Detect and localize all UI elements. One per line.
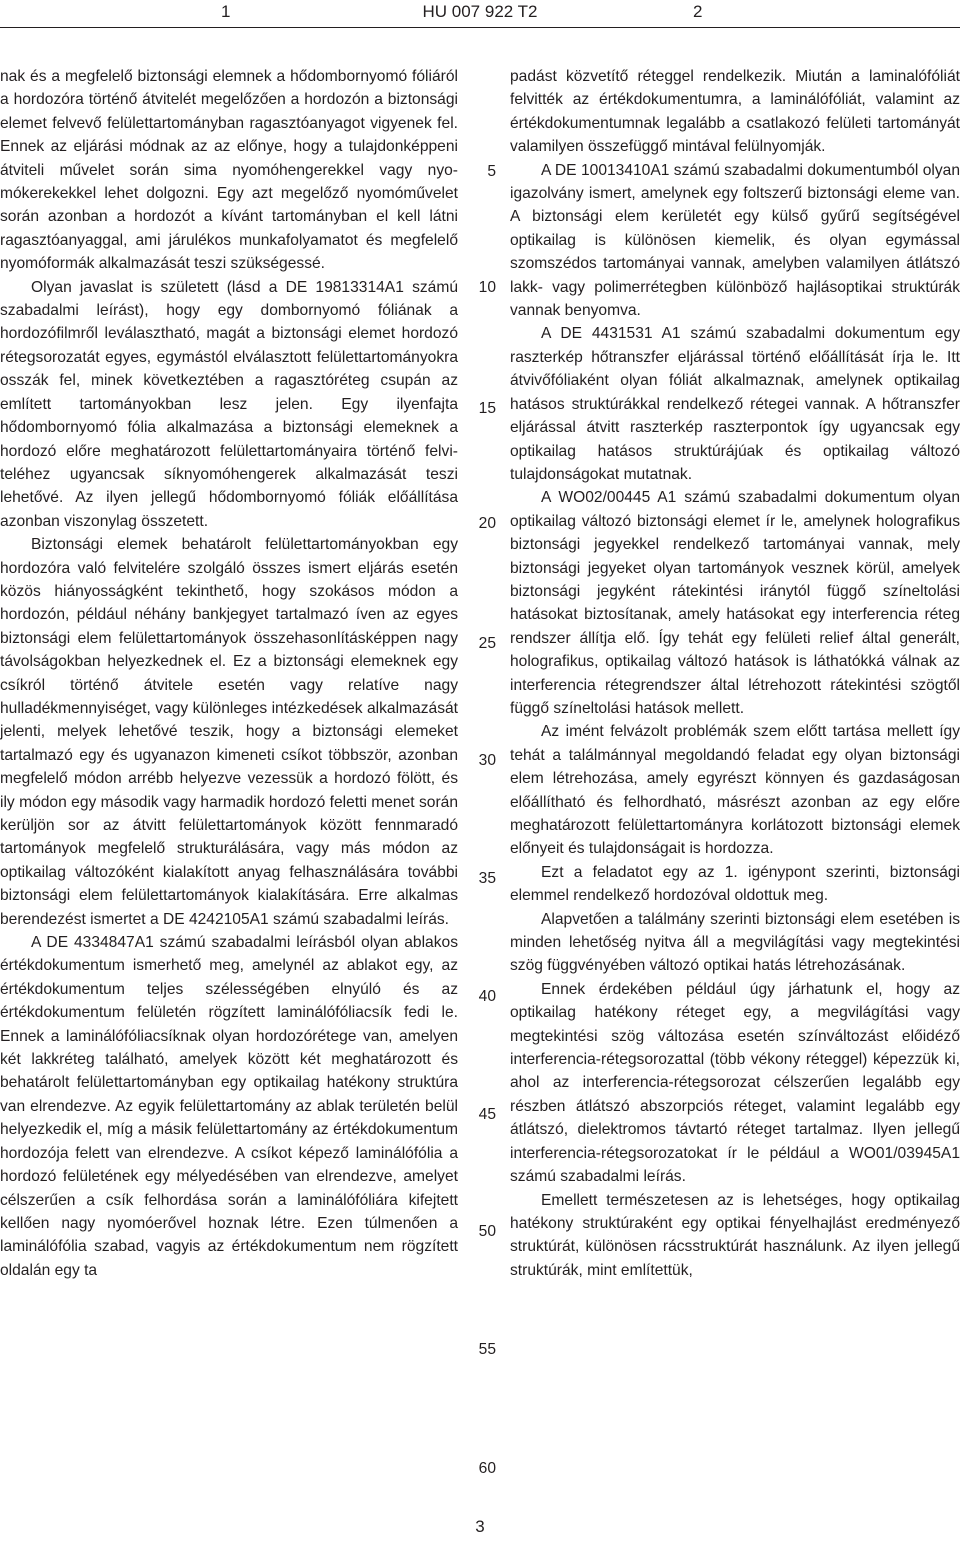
line-number: 20 [478,515,496,532]
right-column [510,65,960,1282]
paragraph: nak és a megfelelő biztonsági elemnek a hődombornyomó fóliáról a hordozóra történő átvitelét megelőzően a hordozón a biztonsági elemet felvevő felülettartományban ragasztóanyagot vigyenek fel. Ennek az eljárási módnak az az előnye, hogy a tulajdonképpeni átviteli művelet során sima nyomóhengerekkel vagy nyomókerekekkel lehet dolgozni. Egy azt megelőző nyomóművelet során azonban a hordozót a kívánt tartományban el kell látni ragasztóanyaggal, ami járulékos munkafolyamatot és megfelelő nyomóformák alkalmazását teszi szükségessé. [0,68,458,273]
paragraph: Biztonsági elemek behatárolt felülettartományokban egy hordozóra való felvitelére szolgáló összes ismert eljárás esetén közös hiányosságként tekinthető, hogy szokásos módon a hordozón, például néhány bankjegyet tartalmazó íven az egyes biztonsági elem felülettartományok összehasonlításképpen nagy távolságokban helyezkednek el. Ez a biztonsági elemeknek egy csíkról történő átvitele esetén vagy relatíve nagy hulladékmennyiséget, vagy különleges intézkedések alkalmazását jelenti, melyek lehetővé teszik, hogy a biztonsági elemeket tartalmazó egy és ugyanazon kimeneti csíkot többször, azonban megfelelő módon arrébb helyezve vezessük a hordozó fölött, és ily módon egy második vagy harmadik hordozó feletti menet során kerüljön sor az átvitt felülettartományok között fennmaradó tartományok megfelelő strukturálására, vagy más módon az optikailag változóként kialakított anyag felhasználására további biztonsági elem felülettartományok kialakítására. Erre alkalmas berendezést ismertet a DE 4242105A1 számú szabadalmi leírás. [0,536,458,928]
right-page-number: 2 [693,2,703,21]
paragraph: A DE 4334847A1 számú szabadalmi leírásból olyan ablakos értékdokumentum ismerhető meg, amelynél az ablakot egy, az értékdokumentum teljes szélességében elnyúló és az értékdokumentum felületén rögzített laminálófóliacsík fedi le. Ennek a laminálófóliacsíknak olyan hordozórétege van, amelyen két lakkréteg található, amelyek között két meghatározott és behatárolt felülettartományban egy optikailag hatékony struktúra van elrendezve. Az egyik felülettartomány az ablak területén belül helyezkedik el, míg a másik felülettartomány az értékdokumentum hordozója felett van elrendezve. A csíkot képező laminálófólia a hordozó felületének egy mélyedésében van elrendezve, amelyet célszerűen a csík felhordása során a laminálófóliára kifejtett kellően nagy nyomóerővel hoznak létre. Ezen túlmenően a laminálófólia szabad, vagyis az értékdokumentum nem rögzített oldalán egy ta [0,934,458,1279]
paragraph: A DE 4431531 A1 számú szabadalmi dokumentum egy raszterkép hőtranszfer eljárással történő előállítását írja le. Itt átvivőfóliaként olyan fóliát alkalmaznak, amelynek optikailag hatásos struktúrákkal rendelkező rétegei vannak. A hőtranszfer eljárással átvitt raszterkép raszterpontok így ugyancsak egy optikailag hatásos struktúrájúak és optikailag változó tulajdonságokat mutatnak. [510,325,960,483]
paragraph: Ennek érdekében például úgy járhatunk el, hogy az optikailag hatékony réteget egy, a megvilágítási vagy megtekintési szög változása esetén színváltozást előidéző interferencia-rétegsorozattal (több vékony réteggel) képezzük ki, ahol az interferencia-rétegsorozat célszerűen legalább egy részben átlátszó abszorpciós réteget, valamint legalább egy átlátszó, dielektromos távtartó réteget tartalmaz. Ilyen jellegű interferencia-rétegsorozatokat ír le például a WO01/03945A1 számú szabadalmi leírás. [510,980,960,1186]
line-number: 30 [478,752,496,769]
line-number: 35 [478,870,496,887]
line-number: 50 [478,1223,496,1240]
paragraph: A DE 10013410A1 számú szabadalmi dokumentumból olyan igazolvány ismert, amelynek egy foltszerű biztonsági eleme van. A biztonsági elem kerületét egy külső gyűrű segítségével optikailag is különösen kiemelik, és olyan egymással szomszédos tartományai vannak, amelyben valamilyen átlátszó lakk- vagy polimerrétegben különböző hajlásoptikai struktúrák vannak benyomva. [510,161,960,320]
paragraph: Az imént felvázolt problémák szem előtt tartása mellett így tehát a találmánnyal megoldandó feladat egy olyan biztonsági elem létrehozása, amely egyrészt könnyen és gazdaságosan előállítható és felhordható, másrészt azonban az egy előre meghatározott felülettartományra korlátozott biztonsági elemek előnyeit és tulajdonságait is hordozza. [510,723,960,858]
line-number: 15 [478,400,496,417]
paragraph: Emellett természetesen az is lehetséges, hogy optikailag hatékony struktúraként egy optikai fényelhajlást eredményező struktúrát, különösen rácsstruktúrát használunk. Az ilyen jellegű struktúrák, mint említettük, [510,1191,960,1279]
patent-number: HU 007 922 T2 [422,2,538,21]
paragraph: padást közvetítő réteggel rendelkezik. Miután a laminalófóliát felvitték az értékdokumentumra, a laminálófóliát, valamint az értékdokumentumnak legalább a csatlakozó felületi tartományát valamilyen összefüggő mintával felülnyomják. [510,68,960,156]
line-number: 60 [478,1460,496,1477]
line-number: 55 [478,1341,496,1358]
line-number: 10 [478,279,496,296]
left-page-number: 1 [221,2,231,21]
line-number: 25 [478,635,496,652]
page-footer-number: 3 [475,1517,485,1536]
line-number: 5 [487,163,496,180]
line-number: 40 [478,988,496,1005]
paragraph: Alapvetően a találmány szerinti biztonsági elem esetében is minden lehetőség nyitva áll a megvilágítási vagy megtekintési szög függvényében változó optikai hatás létrehozásának. [510,910,960,975]
line-number: 45 [478,1106,496,1123]
paragraph: A WO02/00445 A1 számú szabadalmi dokumentum olyan optikailag változó biztonsági elemet ír le, amelynek holografikus biztonsági jegyekkel rendelkező tartományai vannak, mely biztonsági jegyeket olyan tartományok vesznek körül, amelyek biztonsági jegyként rátekintési iránytól függő színeltolási hatásokat biztosítanak, amely hatásokat egy interferencia réteg rendszer állítja elő. Így tehát egy felületi relief által generált, holografikus, optikailag változó hatások is láthatókká válnak az interferencia rétegrendszer által létrehozott rátekintési szögtől függő színeltolási hatások mellett. [510,489,960,717]
paragraph: Olyan javaslat is született (lásd a DE 19813314A1 számú szabadalmi leírást), hogy egy dombornyomó fóliának a hordozófilmről leválasztható, magát a biztonsági elemet hordozó rétegsorozatát egyes, egymástól elválasztott felülettartományokra osszák fel, minek következtében a ragasztóréteg csupán az említett tartományokban lesz jelen. Egy ilyenfajta hődombornyomó fólia alkalmazása a biztonsági elemeknek a hordozó előre meghatározott felülettartományaira történő felviteléhez ugyancsak síknyomóhengerek alkalmazását teszi lehetővé. Az ilyen jellegű hődombornyomó fóliák előállítása azonban viszonylag összetett. [0,278,458,530]
page-header [0,0,960,30]
left-column [0,65,458,1282]
header-rule [0,27,960,28]
paragraph: Ezt a feladatot egy az 1. igénypont szerinti, biztonsági elemmel rendelkező hordozóval oldottuk meg. [510,863,960,905]
